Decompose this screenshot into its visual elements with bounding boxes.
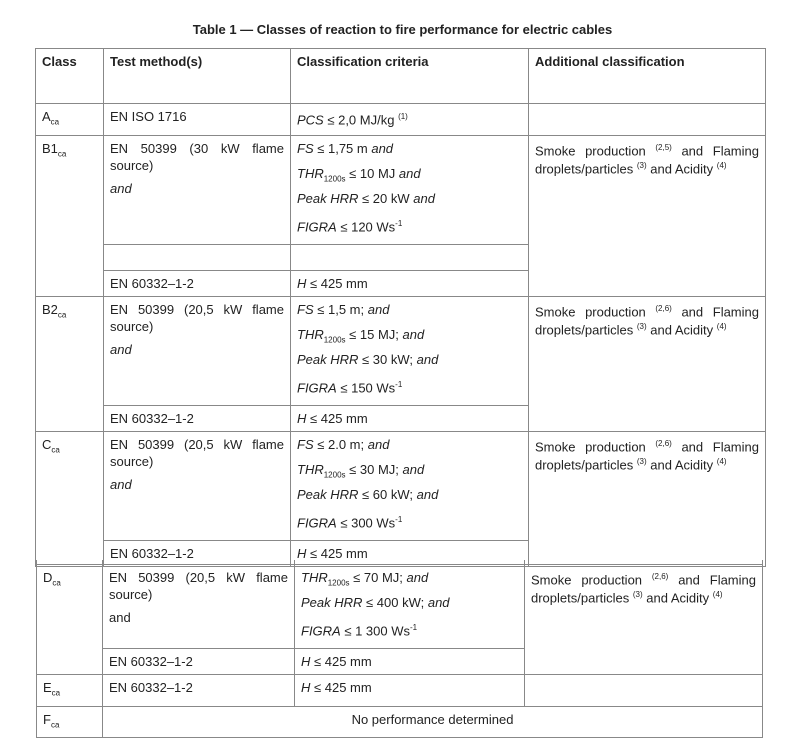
criteria-and: and xyxy=(416,486,439,502)
method-cell: EN 60332–1-2 xyxy=(104,270,291,296)
criteria-and: and xyxy=(413,190,435,206)
criteria-label: THR xyxy=(297,326,324,342)
class-cell: $D_{ca}$ xyxy=(37,565,103,675)
method-cell: EN 50399 (20,5 kW flame source) and xyxy=(104,431,291,540)
criteria-exponent: -1 xyxy=(410,623,418,632)
criteria-subscript: 1200s xyxy=(323,335,346,345)
method-cell: EN 60332–1-2 xyxy=(104,540,291,566)
criteria-value: ≤ 1,75 m xyxy=(313,140,372,156)
criteria-and: and xyxy=(427,595,450,610)
no-performance-cell: No performance determined xyxy=(103,706,763,738)
criteria-value: ≤ 150 Ws xyxy=(336,379,396,395)
method-and: and xyxy=(110,341,132,357)
criteria-value: ≤ 70 MJ; xyxy=(349,570,407,585)
criteria-exponent: -1 xyxy=(395,514,403,524)
criteria-label: FIGRA xyxy=(301,623,341,639)
table-row xyxy=(37,706,763,738)
method-and: and xyxy=(110,180,132,196)
criteria-value: ≤ 1,5 m; xyxy=(313,301,368,317)
criteria-label: Peak HRR xyxy=(297,486,359,502)
method-cell: EN 50399 (20,5 kW flame source) and xyxy=(103,565,295,649)
criteria-value: ≤ 300 Ws xyxy=(336,514,396,530)
criteria-and: and xyxy=(416,351,439,367)
empty-cell xyxy=(104,244,291,270)
criteria-cell: H ≤ 425 mm xyxy=(291,540,529,566)
additional-cell: Smoke production $^{(2,6)}$ and Flaming droplets/particles $^{(3)}$ and Acidity $^{(4)}$ xyxy=(525,565,763,675)
method-cell: EN 60332–1-2 xyxy=(103,649,295,675)
class-cell: $F_{ca}$ xyxy=(37,706,103,738)
method-and: and xyxy=(110,476,132,492)
criteria-value: ≤ 1 300 Ws xyxy=(340,623,411,639)
criteria-exponent: -1 xyxy=(395,379,403,389)
criteria-label: FS xyxy=(297,301,314,317)
criteria-label: FIGRA xyxy=(297,379,337,395)
criteria-and: and xyxy=(398,165,421,181)
criteria-value: ≤ 30 MJ; xyxy=(345,461,403,477)
class-cell: $B2_{ca}$ xyxy=(36,296,104,431)
criteria-label: THR xyxy=(301,570,328,585)
additional-cell xyxy=(529,104,766,136)
criteria-cell xyxy=(291,431,529,540)
criteria-value: ≤ 20 kW xyxy=(358,190,414,206)
criteria-value: ≤ 30 kW; xyxy=(358,351,417,367)
criteria-value: ≤ 400 kW; xyxy=(362,595,428,610)
class-cell: $A_{ca}$ xyxy=(36,104,104,136)
criteria-label: THR xyxy=(297,461,324,477)
header-criteria: Classification criteria xyxy=(291,49,529,104)
method-and: and xyxy=(109,610,131,625)
criteria-and: and xyxy=(367,301,390,317)
table-row xyxy=(36,296,766,405)
criteria-subscript: 1200s xyxy=(327,578,350,588)
criteria-cell: H ≤ 425 mm xyxy=(291,405,529,431)
method-cell: EN 60332–1-2 xyxy=(103,675,295,707)
criteria-label: FS xyxy=(297,140,314,156)
empty-cell xyxy=(291,244,529,270)
criteria-cell: PCS ≤ 2,0 MJ/kg $^{(1)}$ xyxy=(291,104,529,136)
additional-cell: Smoke production $^{(2,6)}$ and Flaming droplets/particles $^{(3)}$ and Acidity $^{(4)}$ xyxy=(529,296,766,431)
criteria-exponent: -1 xyxy=(395,218,403,228)
table-row xyxy=(36,135,766,244)
criteria-and: and xyxy=(367,436,390,452)
criteria-cell: H ≤ 425 mm xyxy=(291,270,529,296)
header-row xyxy=(36,49,766,104)
criteria-cell: H ≤ 425 mm xyxy=(295,649,525,675)
criteria-label: Peak HRR xyxy=(301,595,363,610)
method-cell: EN 60332–1-2 xyxy=(104,405,291,431)
criteria-label: THR xyxy=(297,165,324,181)
table-row xyxy=(36,104,766,136)
table-row xyxy=(36,431,766,540)
additional-cell: Smoke production $^{(2,5)}$ and Flaming droplets/particles $^{(3)}$ and Acidity $^{(4)}$ xyxy=(529,135,766,296)
criteria-and: and xyxy=(402,326,425,342)
additional-cell xyxy=(525,675,763,707)
fire-class-table-continued xyxy=(36,560,763,738)
table-row xyxy=(37,675,763,707)
criteria-label: FIGRA xyxy=(297,218,337,234)
table-title: Table 1 — Classes of reaction to fire performance for electric cables xyxy=(192,22,613,37)
criteria-value: ≤ 15 MJ; xyxy=(345,326,403,342)
criteria-label: FIGRA xyxy=(297,514,337,530)
criteria-and: and xyxy=(371,140,394,156)
criteria-cell xyxy=(291,296,529,405)
criteria-value: ≤ 120 Ws xyxy=(336,218,396,234)
criteria-and: and xyxy=(406,570,429,585)
criteria-cell xyxy=(291,135,529,244)
criteria-value: ≤ 2.0 m; xyxy=(313,436,368,452)
criteria-value: ≤ 60 kW; xyxy=(358,486,417,502)
criteria-label: Peak HRR xyxy=(297,190,359,206)
criteria-value: ≤ 10 MJ xyxy=(345,165,399,181)
class-cell: $B1_{ca}$ xyxy=(36,135,104,296)
method-cell: EN 50399 (30 kW flame source) and xyxy=(104,135,291,244)
table-row xyxy=(37,565,763,649)
header-additional: Additional classification xyxy=(529,49,766,104)
fire-class-table xyxy=(35,48,766,567)
header-test-method: Test method(s) xyxy=(104,49,291,104)
criteria-label: FS xyxy=(297,436,314,452)
header-class: Class xyxy=(36,49,104,104)
criteria-label: Peak HRR xyxy=(297,351,359,367)
criteria-and: and xyxy=(402,461,425,477)
method-cell: EN ISO 1716 xyxy=(104,104,291,136)
criteria-cell: H ≤ 425 mm xyxy=(295,675,525,707)
criteria-cell xyxy=(295,565,525,649)
criteria-subscript: 1200s xyxy=(323,470,346,480)
criteria-subscript: 1200s xyxy=(323,174,346,184)
class-cell: $E_{ca}$ xyxy=(37,675,103,707)
additional-cell: Smoke production $^{(2,6)}$ and Flaming droplets/particles $^{(3)}$ and Acidity $^{(4)}$ xyxy=(529,431,766,566)
class-cell: $C_{ca}$ xyxy=(36,431,104,566)
method-cell: EN 50399 (20,5 kW flame source) and xyxy=(104,296,291,405)
